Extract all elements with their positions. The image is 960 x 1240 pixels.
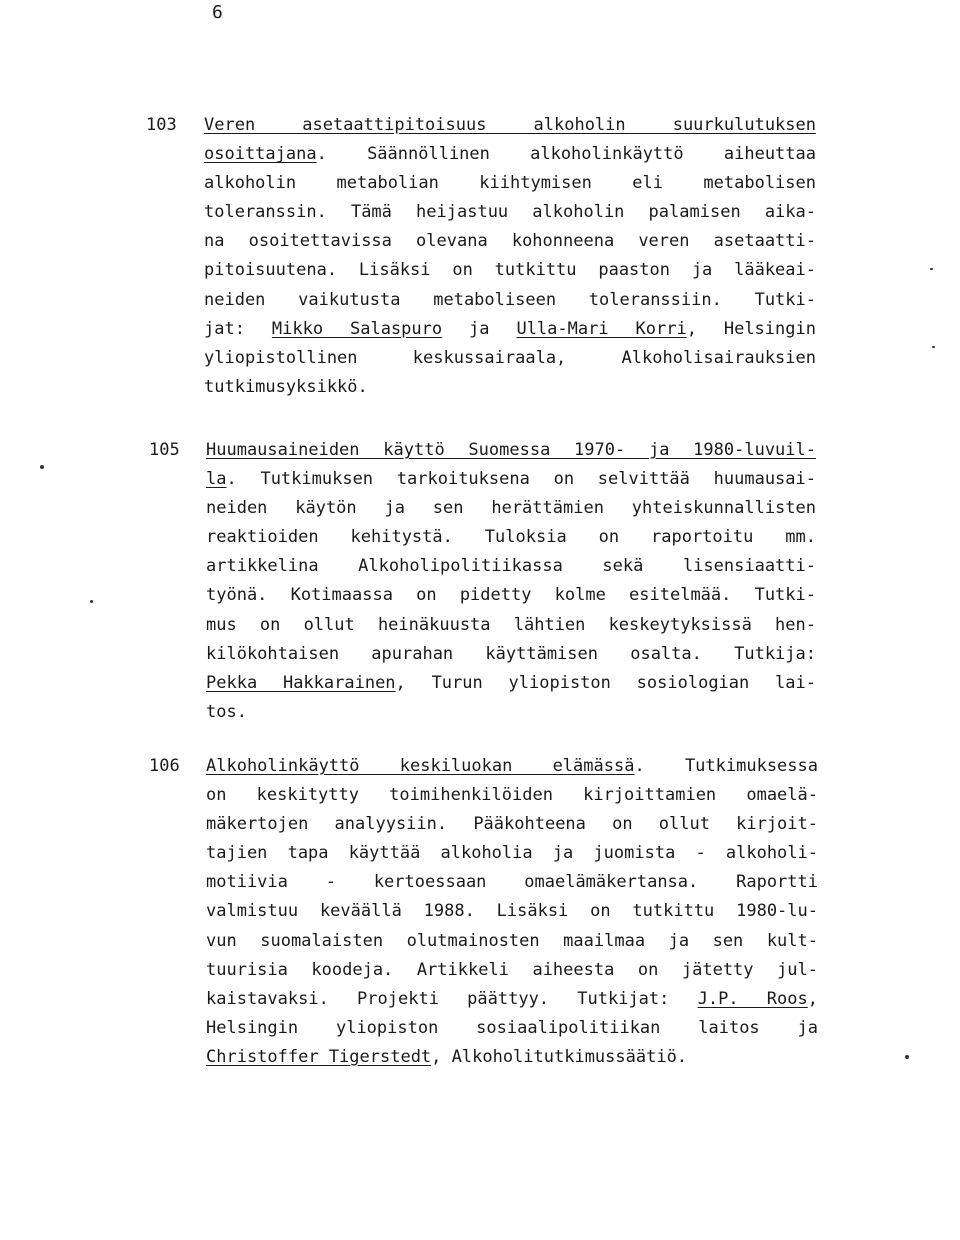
scan-speck xyxy=(90,600,93,603)
text-line xyxy=(206,436,816,465)
text-line: pitoisuutena. Lisäksi on tutkittu paaston ja lääkeai- xyxy=(204,260,816,281)
text-line: työnä. Kotimaassa on pidetty kolme esitelmää. Tutki- xyxy=(206,585,816,606)
text-line: toleranssin. Tämä heijastuu alkoholin palamisen aika- xyxy=(204,202,816,223)
text-line: vun suomalaisten olutmainosten maailmaa ja sen kult- xyxy=(206,930,818,951)
text-line: artikkelina Alkoholipolitiikassa sekä lisensiaatti- xyxy=(206,556,816,577)
researcher-name: Pekka Hakkarainen xyxy=(206,672,396,693)
entry-number: 103 xyxy=(146,115,177,135)
text-line: Christoffer Tigerstedt, Alkoholitutkimussäätiö. xyxy=(206,1046,688,1067)
text-line: tutkimusyksikkö. xyxy=(204,376,368,397)
entry-number: 106 xyxy=(149,756,180,776)
text-line: tos. xyxy=(206,701,247,722)
text-line: jat: Mikko Salaspuro ja Ulla-Mari Korri, Helsingin xyxy=(204,318,816,339)
text-line: motiivia - kertoessaan omaelämäkertansa. Raportti xyxy=(206,872,818,893)
researcher-name: Mikko Salaspuro xyxy=(271,318,443,339)
researcher-name: Christoffer Tigerstedt xyxy=(206,1046,432,1067)
scan-speck xyxy=(905,1055,909,1059)
text-line: alkoholin metabolian kiihtymisen eli metabolisen xyxy=(204,173,816,194)
entry-title: Huumausaineiden käyttö Suomessa 1970- ja 1980-luvuil- xyxy=(206,440,816,460)
entry-title: la xyxy=(206,469,227,490)
text-line: yliopistollinen keskussairaala, Alkoholisairauksien xyxy=(204,347,816,368)
text-line: mäkertojen analyysiin. Pääkohteena on ollut kirjoit- xyxy=(206,814,818,835)
text-line: on keskitytty toimihenkilöiden kirjoittamien omaelä- xyxy=(206,785,818,806)
text-line: Alkoholinkäyttö keskiluokan elämässä. Tutkimuksessa xyxy=(206,756,818,776)
text-line: Helsingin yliopiston sosiaalipolitiikan laitos ja xyxy=(206,1017,818,1038)
text-line: la. Tutkimuksen tarkoituksena on selvittää huumausai- xyxy=(206,469,816,490)
text-line: reaktioiden kehitystä. Tuloksia on raportoitu mm. xyxy=(206,527,816,548)
text-line xyxy=(204,111,816,140)
entry-text xyxy=(206,752,818,1072)
text-line: tuurisia koodeja. Artikkeli aiheesta on jätetty jul- xyxy=(206,959,818,980)
page-number: 6 xyxy=(212,2,223,23)
text-line: mus on ollut heinäkuusta lähtien keskeytyksissä hen- xyxy=(206,614,816,635)
text-line: Pekka Hakkarainen, Turun yliopiston sosiologian lai- xyxy=(206,672,816,693)
researcher-name: Ulla-Mari Korri xyxy=(516,318,687,339)
text-line: kaistavaksi. Projekti päättyy. Tutkijat: J.P. Roos, xyxy=(206,988,818,1009)
scan-speck xyxy=(930,268,933,270)
scan-speck xyxy=(40,465,44,469)
scan-speck xyxy=(932,346,935,348)
entry-number: 105 xyxy=(149,440,180,460)
researcher-name: J.P. Roos xyxy=(697,988,808,1009)
text-line: osoittajana. Säännöllinen alkoholinkäyttö aiheuttaa xyxy=(204,144,816,165)
entry-title: Veren asetaattipitoisuus alkoholin suurkulutuksen xyxy=(204,115,816,135)
text-line: kilökohtaisen apurahan käyttämisen osalta. Tutkija: xyxy=(206,643,816,664)
text-line: neiden käytön ja sen herättämien yhteiskunnallisten xyxy=(206,498,816,519)
text-line: tajien tapa käyttää alkoholia ja juomista - alkoholi- xyxy=(206,843,818,864)
text-line: na osoitettavissa olevana kohonneena veren asetaatti- xyxy=(204,231,816,252)
text-line: neiden vaikutusta metaboliseen toleranssiin. Tutki- xyxy=(204,289,816,310)
entry-text xyxy=(204,111,816,402)
entry-title: Alkoholinkäyttö keskiluokan elämässä xyxy=(206,756,635,776)
entry-text xyxy=(206,436,816,727)
entry-title: osoittajana xyxy=(204,144,317,165)
text-line: valmistuu keväällä 1988. Lisäksi on tutkittu 1980-lu- xyxy=(206,901,818,922)
